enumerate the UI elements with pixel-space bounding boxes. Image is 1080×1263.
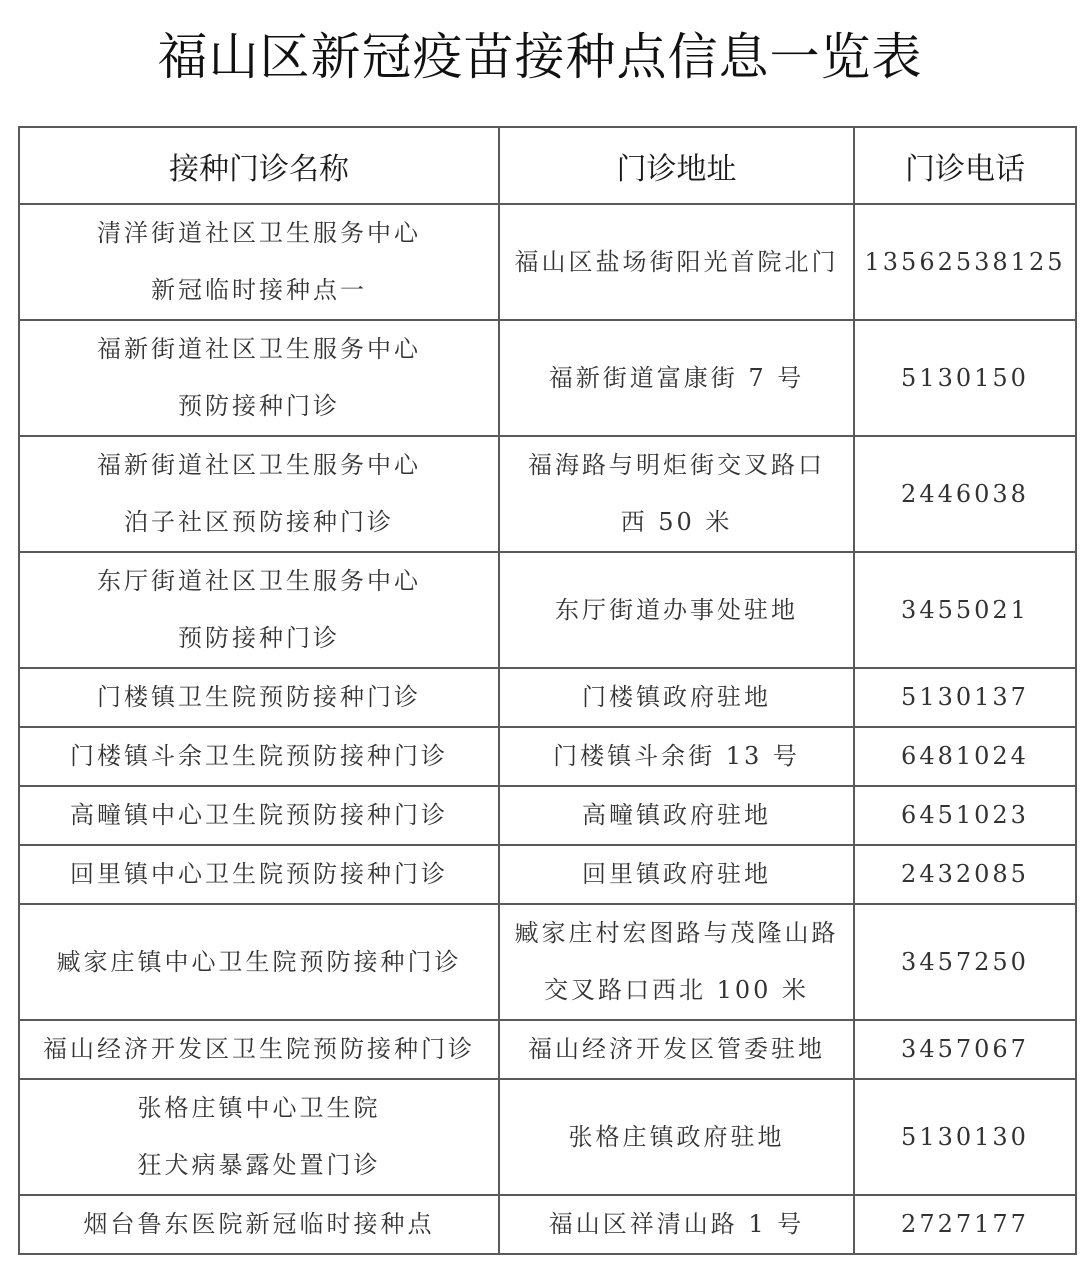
clinic-name-line: 门楼镇斗余卫生院预防接种门诊 — [70, 742, 448, 770]
clinic-name-cell — [19, 1020, 499, 1079]
clinic-name-cell — [19, 204, 499, 320]
table-row — [19, 1079, 1076, 1195]
vaccination-sites-table — [18, 126, 1077, 1255]
clinic-phone-cell: 3457250 — [854, 904, 1076, 1020]
clinic-name-cell — [19, 1079, 499, 1195]
table-row — [19, 668, 1076, 727]
clinic-address-cell — [499, 904, 854, 1020]
clinic-name-line: 预防接种门诊 — [178, 624, 340, 652]
header-clinic-phone: 门诊电话 — [854, 127, 1076, 204]
clinic-name-line: 张格庄镇中心卫生院 — [137, 1094, 381, 1122]
clinic-address-line: 门楼镇政府驻地 — [582, 683, 771, 711]
clinic-address-cell — [499, 786, 854, 845]
clinic-name-cell — [19, 320, 499, 436]
clinic-address-line: 回里镇政府驻地 — [582, 860, 771, 888]
clinic-address-cell — [499, 1195, 854, 1254]
clinic-address-cell — [499, 320, 854, 436]
clinic-address-line: 福山区盐场街阳光首院北门 — [514, 247, 839, 276]
table-row — [19, 320, 1076, 436]
clinic-phone-cell: 13562538125 — [854, 204, 1076, 320]
table-row — [19, 786, 1076, 845]
clinic-name-cell — [19, 552, 499, 668]
clinic-address-cell — [499, 727, 854, 786]
clinic-address-line: 东厅街道办事处驻地 — [555, 595, 798, 624]
clinic-name-line: 烟台鲁东医院新冠临时接种点 — [83, 1210, 435, 1238]
clinic-name-cell — [19, 1195, 499, 1254]
clinic-name-line: 新冠临时接种点一 — [151, 276, 367, 304]
clinic-name-line: 泊子社区预防接种门诊 — [124, 508, 394, 536]
clinic-name-cell — [19, 668, 499, 727]
clinic-address-line: 福新街道富康街 7 号 — [548, 363, 805, 392]
clinic-name-line: 门楼镇卫生院预防接种门诊 — [97, 683, 421, 711]
page-title: 福山区新冠疫苗接种点信息一览表 — [157, 28, 923, 86]
clinic-name-line: 回里镇中心卫生院预防接种门诊 — [70, 860, 448, 888]
clinic-address-cell — [499, 1079, 854, 1195]
clinic-phone-cell: 5130130 — [854, 1079, 1076, 1195]
clinic-phone-cell: 5130150 — [854, 320, 1076, 436]
clinic-address-cell — [499, 1020, 854, 1079]
clinic-address-line: 门楼镇斗余街 13 号 — [553, 742, 800, 770]
clinic-address-line: 臧家庄村宏图路与茂隆山路 — [514, 919, 839, 947]
clinic-address-line: 张格庄镇政府驻地 — [568, 1122, 785, 1151]
table-row — [19, 1195, 1076, 1254]
clinic-phone-cell: 2727177 — [854, 1195, 1076, 1254]
clinic-name-cell — [19, 845, 499, 904]
table-header-row — [19, 127, 1076, 204]
clinic-name-line: 狂犬病暴露处置门诊 — [137, 1151, 381, 1179]
clinic-address-line: 福山经济开发区管委驻地 — [528, 1035, 825, 1063]
table-row — [19, 727, 1076, 786]
clinic-name-line: 预防接种门诊 — [178, 392, 340, 420]
clinic-address-cell — [499, 668, 854, 727]
header-clinic-address: 门诊地址 — [499, 127, 854, 204]
clinic-address-line: 交叉路口西北 100 米 — [543, 976, 810, 1004]
clinic-phone-cell: 6451023 — [854, 786, 1076, 845]
clinic-phone-cell: 2432085 — [854, 845, 1076, 904]
clinic-phone-cell: 5130137 — [854, 668, 1076, 727]
clinic-address-line: 高疃镇政府驻地 — [582, 801, 771, 829]
clinic-address-cell — [499, 204, 854, 320]
clinic-name-line: 福新街道社区卫生服务中心 — [97, 335, 421, 363]
clinic-phone-cell: 2446038 — [854, 436, 1076, 552]
clinic-name-cell — [19, 904, 499, 1020]
header-clinic-name: 接种门诊名称 — [19, 127, 499, 204]
clinic-phone-cell: 3455021 — [854, 552, 1076, 668]
clinic-address-line: 福海路与明炬街交叉路口 — [528, 451, 825, 479]
clinic-address-cell — [499, 552, 854, 668]
clinic-phone-cell: 6481024 — [854, 727, 1076, 786]
clinic-name-line: 清洋街道社区卫生服务中心 — [97, 219, 421, 247]
table-row — [19, 845, 1076, 904]
table-row — [19, 904, 1076, 1020]
clinic-address-line: 西 50 米 — [620, 508, 733, 536]
table-row — [19, 1020, 1076, 1079]
table-row — [19, 552, 1076, 668]
clinic-address-cell — [499, 436, 854, 552]
clinic-name-line: 东厅街道社区卫生服务中心 — [97, 567, 421, 595]
clinic-name-line: 高疃镇中心卫生院预防接种门诊 — [70, 801, 448, 829]
clinic-name-cell — [19, 436, 499, 552]
clinic-name-line: 福新街道社区卫生服务中心 — [97, 451, 421, 479]
clinic-name-cell — [19, 786, 499, 845]
clinic-name-cell — [19, 727, 499, 786]
clinic-name-line: 臧家庄镇中心卫生院预防接种门诊 — [56, 947, 462, 976]
table-row — [19, 436, 1076, 552]
clinic-address-line: 福山区祥清山路 1 号 — [548, 1210, 805, 1238]
clinic-phone-cell: 3457067 — [854, 1020, 1076, 1079]
clinic-name-line: 福山经济开发区卫生院预防接种门诊 — [43, 1035, 475, 1063]
clinic-address-cell — [499, 845, 854, 904]
table-row — [19, 204, 1076, 320]
